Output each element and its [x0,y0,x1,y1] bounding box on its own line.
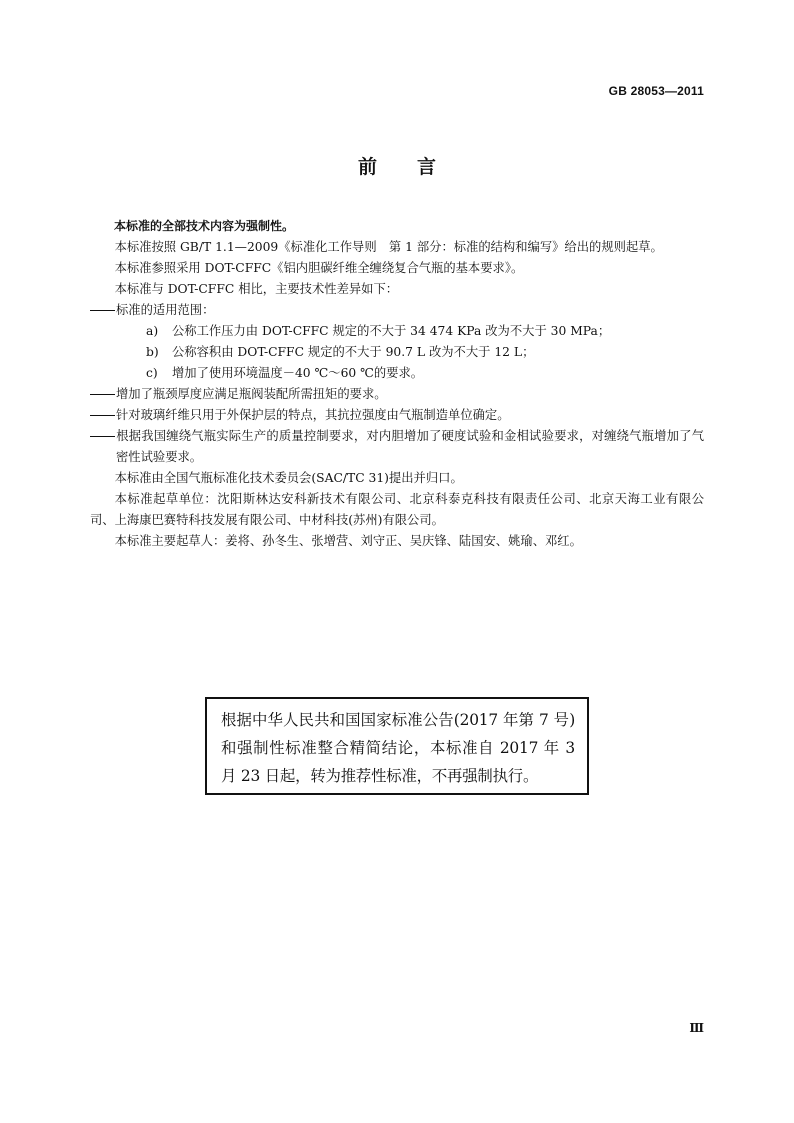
sub-item-b [90,342,704,363]
sub-item-b-marker: b) [146,345,159,359]
page-title: 前言 [357,156,476,178]
notice-box [205,697,589,795]
sub-item-c-text: 增加了使用环境温度－40 ℃～60 ℃的要求。 [172,366,424,380]
paragraph-drafters: 本标准主要起草人：姜将、孙冬生、张增营、刘守正、吴庆锋、陆国安、姚瑜、邓红。 [114,534,582,548]
sub-item-a-marker: a) [146,324,159,338]
sub-item-c [90,363,704,384]
sub-item-c-marker: c) [146,366,158,380]
paragraph-drafting-rules: 本标准按照 GB/T 1.1—2009《标准化工作导则 第 1 部分：标准的结构和编写》给出的规则起草。 [114,240,663,254]
sub-item-a [90,321,704,342]
difference-item-scope-text: 标准的适用范围： [116,303,215,317]
dash-marker [90,384,116,405]
paragraph-mandatory: 本标准的全部技术内容为强制性。 [114,219,295,233]
sub-item-b-text: 公称容积由 DOT-CFFC 规定的不大于 90.7 L 改为不大于 12 L； [172,345,535,359]
paragraph-differences-intro: 本标准与 DOT-CFFC 相比，主要技术性差异如下： [114,282,399,296]
standard-code: GB 28053—2011 [608,84,704,98]
dash-marker [90,300,116,321]
sub-item-a-text: 公称工作压力由 DOT-CFFC 规定的不大于 34 474 KPa 改为不大于 30 MPa； [172,324,611,338]
difference-item-glass-fiber [90,405,704,426]
difference-item-scope [90,300,704,321]
difference-item-quality-text: 根据我国缠绕气瓶实际生产的质量控制要求，对内胆增加了硬度试验和金相试验要求，对缠绕气瓶增加了气密性试验要求。 [116,429,704,464]
difference-item-quality [90,426,704,468]
paragraph-committee: 本标准由全国气瓶标准化技术委员会(SAC/TC 31)提出并归口。 [114,471,463,485]
difference-item-neck-text: 增加了瓶颈厚度应满足瓶阀装配所需扭矩的要求。 [116,387,387,401]
difference-item-neck [90,384,704,405]
difference-item-glass-fiber-text: 针对玻璃纤维只用于外保护层的特点，其抗拉强度由气瓶制造单位确定。 [116,408,510,422]
notice-text: 根据中华人民共和国国家标准公告(2017 年第 7 号)和强制性标准整合精简结论，本标准自 2017 年 3 月 23 日起，转为推荐性标准，不再强制执行。 [221,711,575,785]
dash-marker [90,426,116,447]
dash-marker [90,405,116,426]
paragraph-drafting-units: 本标准起草单位：沈阳斯林达安科新技术有限公司、北京科泰克科技有限责任公司、北京天海工业有限公司、上海康巴赛特科技发展有限公司、中材科技(苏州)有限公司。 [90,492,704,527]
paragraph-reference: 本标准参照采用 DOT-CFFC《铝内胆碳纤维全缠绕复合气瓶的基本要求》。 [114,261,524,275]
foreword-body [90,216,704,552]
page-number: Ⅲ [689,1021,704,1035]
